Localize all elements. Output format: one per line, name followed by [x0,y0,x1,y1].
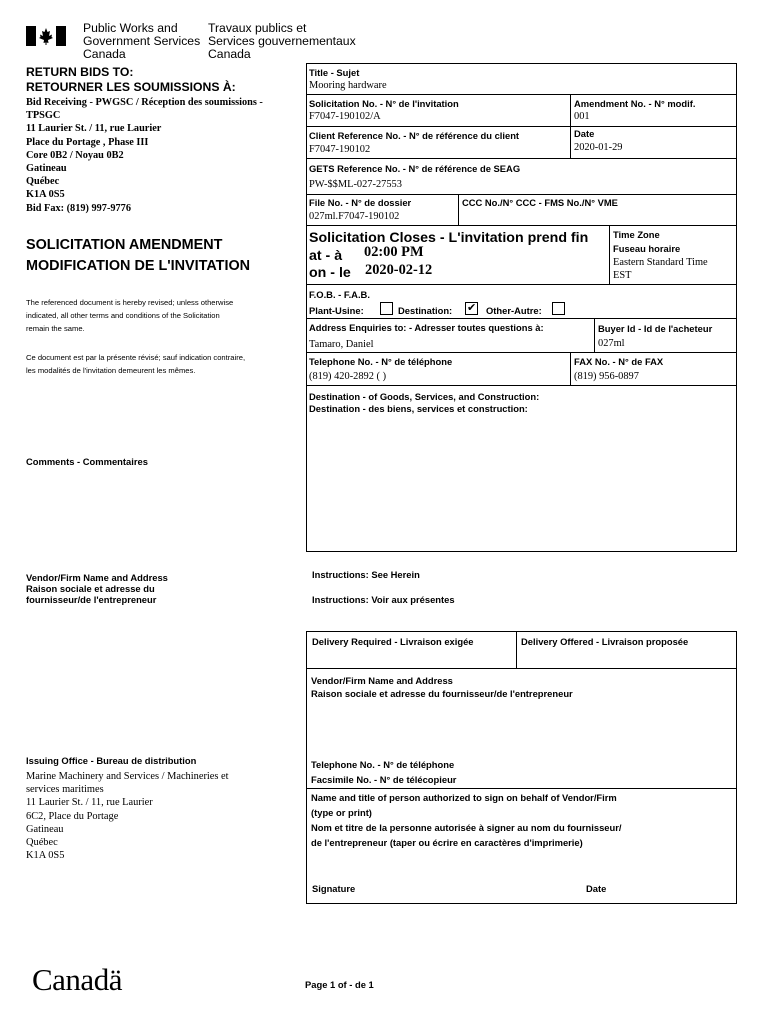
time-zone-label-fr: Fuseau horaire [613,243,681,254]
plant-usine-label: Plant-Usine: [309,305,364,316]
return-bids-address: Bid Receiving - PWGSC / Réception des soumissions - TPSGC 11 Laurier St. / 11, rue Laurier Place du Portage , Phase III Core 0B2 / Noyau 0B2 Gatineau Québec K1A 0S5 Bid Fax: (819) 997-9776 [26,97,263,214]
closes-at-label: at - à [309,248,343,264]
title-value: Mooring hardware [309,80,387,91]
buyer-id-label: Buyer Id - Id de l'acheteur [598,323,713,334]
signature-label: Signature [312,883,356,894]
authorized-person-label-4: de l'entrepreneur (taper ou écrire en caractères d'imprimerie) [311,837,583,848]
closes-on-label: on - le [309,265,351,281]
other-autre-label: Other-Autre: [486,305,542,316]
client-reference-label: Client Reference No. - N° de référence du client [309,130,520,141]
date-label: Date [574,128,595,139]
solicitation-no-label: Solicitation No. - N° de l'invitation [309,98,459,109]
delivery-required-label: Delivery Required - Livraison exigée [312,636,474,647]
issuing-office-label: Issuing Office - Bureau de distribution [26,755,197,766]
page-number: Page 1 of - de 1 [305,979,374,990]
vendor-firm-label-en: Vendor/Firm Name and Address [311,675,453,686]
authorized-person-label-2: (type or print) [311,807,372,818]
vendor-firm-label-fr: Raison sociale et adresse du fournisseur/de l'entrepreneur [311,688,573,699]
fob-label: F.O.B. - F.A.B. [309,289,370,300]
destination-checkbox[interactable] [465,302,478,315]
return-bids-title-fr: RETOURNER LES SOUMISSIONS À: [26,80,236,94]
amendment-note-en: The referenced document is hereby revised; unless otherwise indicated, all other terms and conditions of the Solicitation remain the same. [26,298,234,334]
telephone-label: Telephone No. - N° de téléphone [309,356,453,367]
gets-reference-value: PW-$$ML-027-27553 [309,179,402,190]
delivery-offered-label: Delivery Offered - Livraison proposée [521,636,689,647]
comments-label: Comments - Commentaires [26,456,148,467]
date-value: 2020-01-29 [574,142,623,153]
amendment-note-fr: Ce document est par la présente révisé; sauf indication contraire, les modalités de l'invitation demeurent les mêmes. [26,353,246,376]
fax-value: (819) 956-0897 [574,371,639,382]
department-name-fr: Travaux publics et Services gouvernementaux Canada [208,21,356,62]
time-zone-value: Eastern Standard Time [613,257,708,268]
canada-wordmark: Canadä [32,962,122,997]
return-bids-title-en: RETURN BIDS TO: [26,65,134,79]
issuing-office-address: Marine Machinery and Services / Machineries et services maritimes 11 Laurier St. / 11, rue Laurier 6C2, Place du Portage Gatineau Québec K1A 0S5 [26,771,229,862]
vendor-firm-label-left: Vendor/Firm Name and Address Raison sociale et adresse du fournisseur/de l'entrepreneur [26,572,168,605]
time-zone-label-en: Time Zone [613,229,660,240]
other-autre-checkbox[interactable] [552,302,565,315]
address-enquiries-value: Tamaro, Daniel [309,339,374,350]
checkmark-icon: ✔ [467,301,477,314]
authorized-person-label-3: Nom et titre de la personne autorisée à signer au nom du fournisseur/ [311,822,622,833]
file-no-label: File No. - N° de dossier [309,197,412,208]
destination-goods-label-en: Destination - of Goods, Services, and Construction: [309,391,540,402]
plant-usine-checkbox[interactable] [380,302,393,315]
solicitation-no-value: F7047-190102/A [309,111,381,122]
title-label: Title - Sujet [309,67,360,78]
signature-date-label: Date [586,883,607,894]
gets-reference-label: GETS Reference No. - N° de référence de SEAG [309,163,521,174]
authorized-person-label-1: Name and title of person authorized to sign on behalf of Vendor/Firm [311,792,617,803]
department-name-en: Public Works and Government Services Canada [83,21,201,62]
vendor-telephone-label: Telephone No. - N° de téléphone [311,759,455,770]
destination-goods-label-fr: Destination - des biens, services et construction: [309,403,528,414]
instructions-en: Instructions: See Herein [312,569,420,580]
amendment-title-fr: MODIFICATION DE L'INVITATION [26,258,251,274]
canada-flag-icon [26,26,66,46]
time-zone-abbrev: EST [613,270,632,281]
closing-time-value: 02:00 PM [364,244,424,260]
address-enquiries-label: Address Enquiries to: - Adresser toutes questions à: [309,322,544,333]
file-no-value: 027ml.F7047-190102 [309,211,400,222]
instructions-fr: Instructions: Voir aux présentes [312,594,455,605]
client-reference-value: F7047-190102 [309,144,371,155]
amendment-no-value: 001 [574,111,590,122]
ccc-no-label: CCC No./N° CCC - FMS No./N° VME [462,197,618,208]
amendment-no-label: Amendment No. - N° modif. [574,98,696,109]
amendment-title-en: SOLICITATION AMENDMENT [26,237,223,253]
solicitation-closes-label: Solicitation Closes - L'invitation prend fin [309,230,589,246]
destination-label: Destination: [398,305,453,316]
closing-date-value: 2020-02-12 [365,262,433,278]
fax-label: FAX No. - N° de FAX [574,356,664,367]
vendor-facsimile-label: Facsimile No. - N° de télécopieur [311,774,457,785]
telephone-value: (819) 420-2892 ( ) [309,371,387,382]
buyer-id-value: 027ml [598,338,625,349]
